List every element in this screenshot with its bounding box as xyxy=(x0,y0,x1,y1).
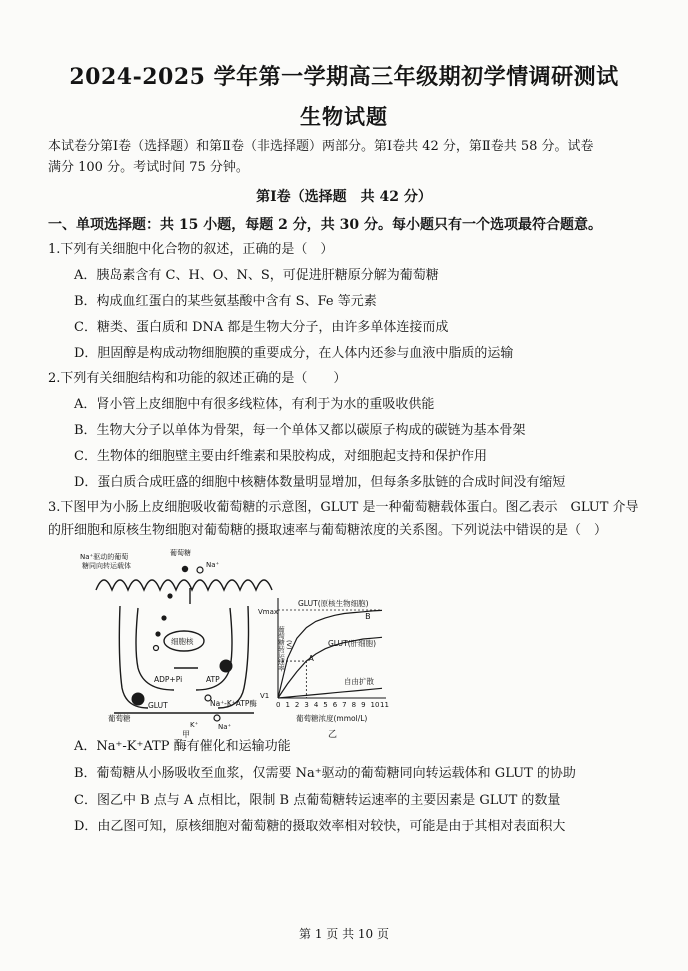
label-glucose-top: 葡萄糖 xyxy=(170,549,191,557)
y-tick-v1: V1 xyxy=(260,692,270,700)
question-3-stem-line-1: 3.下图甲为小肠上皮细胞吸收葡萄糖的示意图，GLUT 是一种葡萄糖载体蛋白。图乙表示 GLUT 介导 xyxy=(48,500,639,515)
exam-subtitle: 生物试题 xyxy=(300,104,388,129)
x-tick-label: 6 xyxy=(332,701,338,709)
question-2-option-c: C．生物体的细胞壁主要由纤维素和果胶构成，对细胞起支持和保护作用 xyxy=(74,449,487,464)
y-axis-label-extra: (V) xyxy=(285,640,293,650)
label-adp: ADP+Pi xyxy=(154,675,183,684)
question-1-option-d: D．胆固醇是构成动物细胞膜的重要成分，在人体内还参与血液中脂质的运输 xyxy=(74,346,514,361)
series-line-2 xyxy=(278,688,382,698)
figure-yi-caption: 乙 xyxy=(328,730,338,740)
question-1-option-b: B．构成血红蛋白的某些氨基酸中含有 S、Fe 等元素 xyxy=(74,294,377,309)
question-1-stem: 1.下列有关细胞中化合物的叙述，正确的是（ ） xyxy=(48,242,334,257)
label-k: K⁺ xyxy=(190,721,199,729)
question-2-option-d: D．蛋白质合成旺盛的细胞中核糖体数量明显增加，但每条多肽链的合成时间没有缩短 xyxy=(74,475,566,490)
question-3-option-b: B．葡萄糖从小肠吸收至血浆，仅需要 Na⁺驱动的葡萄糖同向转运载体和 GLUT 的协助 xyxy=(74,766,576,781)
x-tick-label: 5 xyxy=(323,701,328,709)
question-3-option-c: C．图乙中 B 点与 A 点相比，限制 B 点葡萄糖转运速率的主要因素是 GLUT 的数量 xyxy=(74,793,561,808)
question-1-option-c: C．糖类、蛋白质和 DNA 都是生物大分子，由许多单体连接而成 xyxy=(74,320,449,335)
x-tick-label: 8 xyxy=(351,701,357,709)
point-label-a: A xyxy=(308,654,314,664)
series-label-prokaryote: GLUT(原核生物细胞) xyxy=(298,599,369,608)
question-2-option-b: B．生物大分子以单体为骨架，每一个单体又都以碳原子构成的碳链为基本骨架 xyxy=(74,423,526,438)
x-tick-label: 3 xyxy=(304,701,309,709)
intro-line-1: 本试卷分第Ⅰ卷（选择题）和第Ⅱ卷（非选择题）两部分。第Ⅰ卷共 42 分，第Ⅱ卷共 58 分。试卷 xyxy=(48,139,594,154)
label-na-top: Na⁺ xyxy=(206,561,220,569)
series-label-diffusion: 自由扩散 xyxy=(344,677,374,686)
label-carrier-1: Na⁺驱动的葡萄 xyxy=(80,553,129,561)
y-axis-label: 葡萄糖转运速率 xyxy=(277,626,285,672)
point-label-b: B xyxy=(365,611,371,621)
series-label-liver: GLUT(肝细胞) xyxy=(328,639,377,648)
y-tick-vmax: Vmax xyxy=(258,608,279,616)
x-axis-label: 葡萄糖浓度(mmol/L) xyxy=(296,714,368,723)
section-one-title: 一、单项选择题：共 15 小题，每题 2 分，共 30 分。每小题只有一个选项最符合题意。 xyxy=(48,217,602,233)
x-tick-label: 2 xyxy=(294,701,300,709)
label-glut: GLUT xyxy=(148,701,168,710)
label-na-bottom: Na⁺ xyxy=(218,723,232,731)
page-footer: 第 1 页 共 10 页 xyxy=(299,927,389,941)
x-tick-label: 0 xyxy=(276,701,281,709)
label-nucleus: 细胞核 xyxy=(171,637,194,646)
label-carrier-2: 糖同向转运载体 xyxy=(82,562,131,570)
question-1-option-a: A．胰岛素含有 C、H、O、N、S，可促进肝糖原分解为葡萄糖 xyxy=(74,268,439,283)
exam-title: 2024-2025 学年第一学期高三年级期初学情调研测试 xyxy=(69,64,619,90)
question-3-option-d: D．由乙图可知，原核细胞对葡萄糖的摄取效率相对较快，可能是由于其相对表面积大 xyxy=(74,819,566,834)
part-one-title: 第Ⅰ卷（选择题 共 42 分） xyxy=(256,189,432,205)
x-tick-label: 10 xyxy=(370,701,380,709)
label-pump: Na⁺-K⁺ATP酶 xyxy=(210,699,257,708)
figure-jia-caption: 甲 xyxy=(182,730,190,738)
x-tick-label: 11 xyxy=(380,701,389,709)
x-tick-label: 9 xyxy=(361,701,366,709)
label-glucose-bottom: 葡萄糖 xyxy=(108,714,131,723)
label-atp: ATP xyxy=(206,675,220,684)
intro-line-2: 满分 100 分。考试时间 75 分钟。 xyxy=(48,160,249,175)
question-2-option-a: A．肾小管上皮细胞中有很多线粒体，有利于为水的重吸收供能 xyxy=(74,397,435,412)
question-2-stem: 2.下列有关细胞结构和功能的叙述正确的是（ ） xyxy=(48,371,347,386)
question-3-stem-line-2: 的肝细胞和原核生物细胞对葡萄糖的摄取速率与葡萄糖浓度的关系图。下列说法中错误的是（ ） xyxy=(48,523,608,538)
x-tick-label: 4 xyxy=(313,701,319,709)
question-3-option-a: A．Na⁺-K⁺ATP 酶有催化和运输功能 xyxy=(74,739,291,754)
figure-jia-diagram xyxy=(78,548,284,738)
x-tick-label: 1 xyxy=(285,701,290,709)
figure-yi-chart xyxy=(258,590,398,740)
x-tick-label: 7 xyxy=(342,701,347,709)
